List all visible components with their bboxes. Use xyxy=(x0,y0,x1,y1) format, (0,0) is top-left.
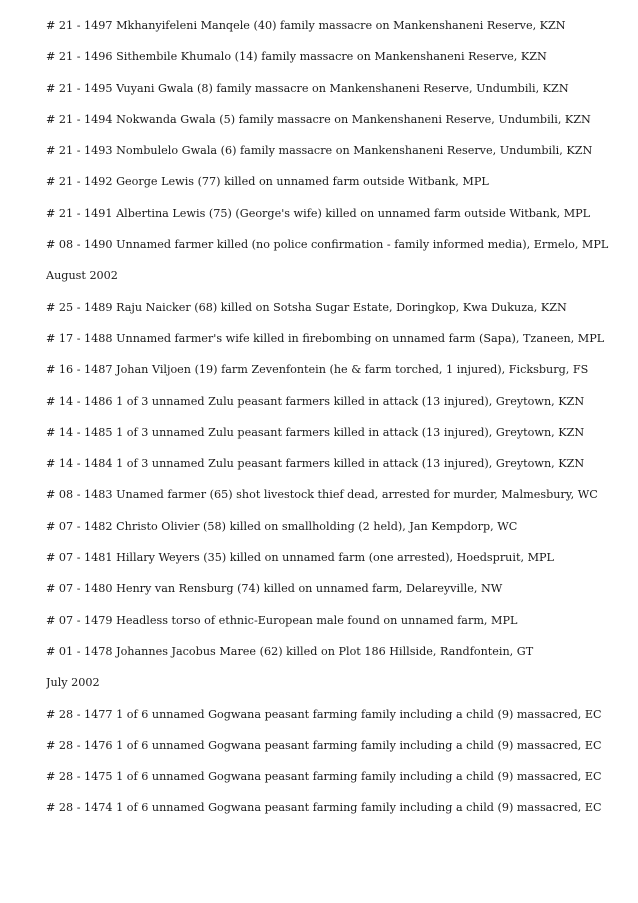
entry-line: # 14 - 1485 1 of 3 unnamed Zulu peasant farmers killed in attack (13 injured), Greytown, KZN xyxy=(46,425,585,439)
entry-line: # 17 - 1488 Unnamed farmer's wife killed in firebombing on unnamed farm (Sapa), Tzaneen, MPL xyxy=(46,331,605,345)
month-heading: August 2002 xyxy=(46,269,118,283)
entry-line: # 16 - 1487 Johan Viljoen (19) farm Zevenfontein (he & farm torched, 1 injured), Ficksburg, FS xyxy=(46,363,589,377)
entry-line: # 21 - 1491 Albertina Lewis (75) (George's wife) killed on unnamed farm outside Witbank, MPL xyxy=(46,206,591,220)
entry-line: # 28 - 1476 1 of 6 unnamed Gogwana peasant farming family including a child (9) massacred, EC xyxy=(46,738,602,752)
entry-line: # 28 - 1477 1 of 6 unnamed Gogwana peasant farming family including a child (9) massacred, EC xyxy=(46,707,602,721)
entry-line: # 21 - 1493 Nombulelo Gwala (6) family massacre on Mankenshaneni Reserve, Undumbili, KZN xyxy=(46,144,593,158)
entry-line: # 25 - 1489 Raju Naicker (68) killed on Sotsha Sugar Estate, Doringkop, Kwa Dukuza, KZN xyxy=(46,300,567,314)
document-page xyxy=(46,17,626,831)
entry-line: # 21 - 1494 Nokwanda Gwala (5) family massacre on Mankenshaneni Reserve, Undumbili, KZN xyxy=(46,112,591,126)
entry-line: # 08 - 1490 Unnamed farmer killed (no police confirmation - family informed media), Ermelo, MPL xyxy=(46,238,609,252)
entry-line: # 21 - 1497 Mkhanyifeleni Manqele (40) family massacre on Mankenshaneni Reserve, KZN xyxy=(46,19,566,32)
entry-line: # 21 - 1495 Vuyani Gwala (8) family massacre on Mankenshaneni Reserve, Undumbili, KZN xyxy=(46,81,569,95)
entry-line: # 07 - 1480 Henry van Rensburg (74) killed on unnamed farm, Delareyville, NW xyxy=(46,582,503,596)
entry-line: # 01 - 1478 Johannes Jacobus Maree (62) killed on Plot 186 Hillside, Randfontein, GT xyxy=(46,644,534,658)
month-heading: July 2002 xyxy=(46,676,100,690)
entry-line: # 07 - 1479 Headless torso of ethnic-European male found on unnamed farm, MPL xyxy=(46,613,518,627)
entry-line: # 07 - 1482 Christo Olivier (58) killed on smallholding (2 held), Jan Kempdorp, WC xyxy=(46,519,518,533)
entry-line: # 07 - 1481 Hillary Weyers (35) killed on unnamed farm (one arrested), Hoedspruit, MPL xyxy=(46,551,554,565)
entry-line: # 08 - 1483 Unamed farmer (65) shot livestock thief dead, arrested for murder, Malmesbury, WC xyxy=(46,488,598,502)
entry-line: # 14 - 1484 1 of 3 unnamed Zulu peasant farmers killed in attack (13 injured), Greytown, KZN xyxy=(46,457,585,471)
entry-line: # 21 - 1492 George Lewis (77) killed on unnamed farm outside Witbank, MPL xyxy=(46,175,489,189)
entry-line: # 21 - 1496 Sithembile Khumalo (14) family massacre on Mankenshaneni Reserve, KZN xyxy=(46,50,547,64)
entry-line: # 28 - 1474 1 of 6 unnamed Gogwana peasant farming family including a child (9) massacred, EC xyxy=(46,801,602,815)
entry-line: # 28 - 1475 1 of 6 unnamed Gogwana peasant farming family including a child (9) massacred, EC xyxy=(46,770,602,784)
entry-line: # 14 - 1486 1 of 3 unnamed Zulu peasant farmers killed in attack (13 injured), Greytown, KZN xyxy=(46,394,585,408)
